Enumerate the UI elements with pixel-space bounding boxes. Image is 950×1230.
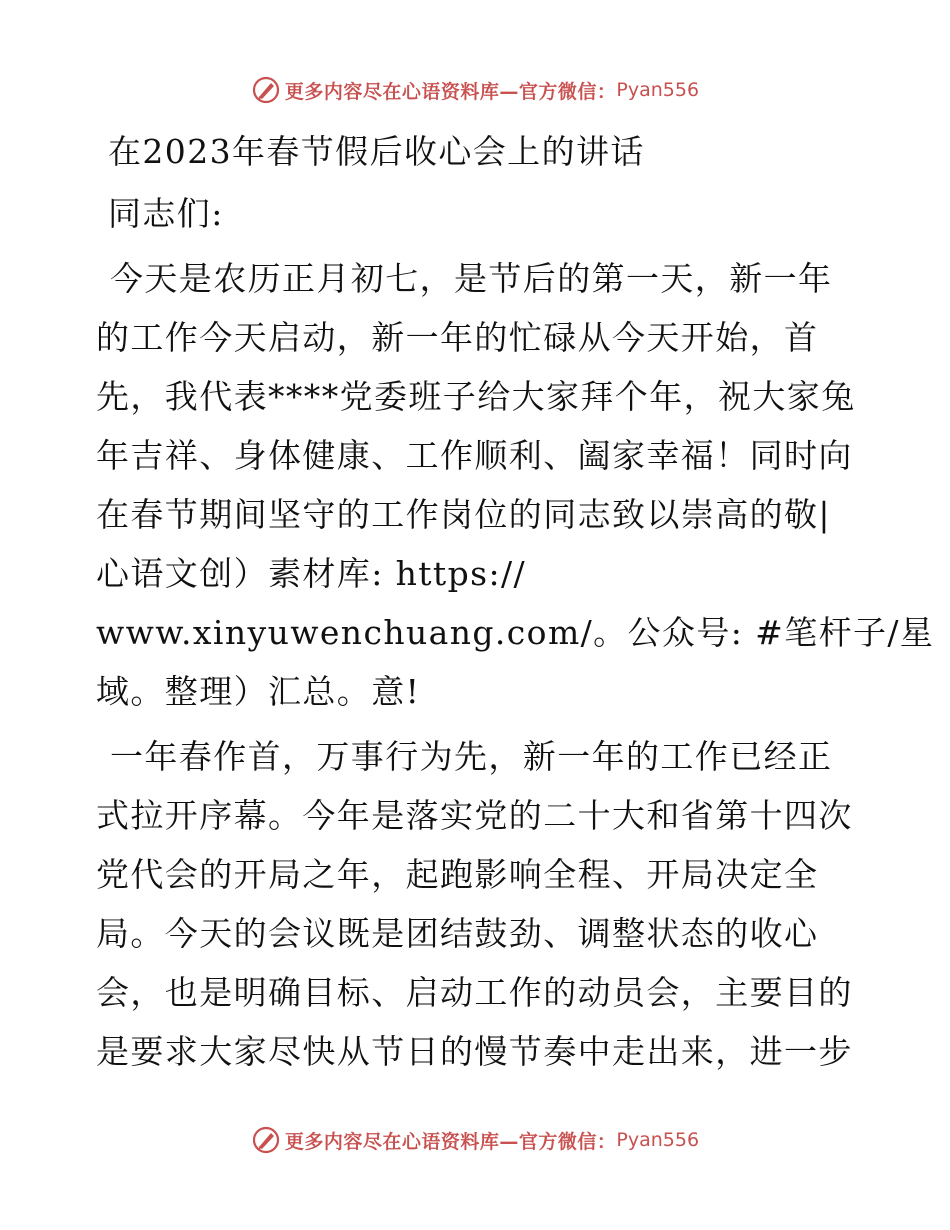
paragraph-line: 党代会的开局之年，起跑影响全程、开局决定全	[96, 855, 819, 894]
paragraph-2	[96, 727, 856, 1081]
quill-pen-logo-icon	[251, 1125, 281, 1155]
quill-pen-logo-icon	[251, 75, 281, 105]
wechat-id: Pyan556	[616, 79, 700, 101]
paragraph-line: 会，也是明确目标、启动工作的动员会，主要目的	[96, 973, 853, 1012]
header-watermark-banner	[0, 70, 950, 110]
document-body	[96, 122, 935, 1081]
wechat-id: Pyan556	[616, 1129, 700, 1151]
paragraph-line: 先，我代表****党委班子给大家拜个年，祝大家兔	[96, 377, 856, 416]
paragraph-line: 今天是农历正月初七，是节后的第一天，新一年	[110, 259, 833, 298]
banner-text: 更多内容尽在心语资料库—官方微信：	[284, 1130, 617, 1153]
document-title: 在2023年春节假后收心会上的讲话	[108, 132, 645, 171]
paragraph-line: 心语文创）素材库: https://	[96, 554, 526, 593]
banner-text: 更多内容尽在心语资料库—官方微信：	[284, 80, 617, 103]
paragraph-line: 局。今天的会议既是团结鼓劲、调整状态的收心	[96, 914, 819, 953]
paragraph-line: 一年春作首，万事行为先，新一年的工作已经正	[110, 737, 833, 776]
paragraph-line: 是要求大家尽快从节日的慢节奏中走出来，进一步	[96, 1032, 853, 1071]
footer-watermark-banner	[0, 1120, 950, 1160]
paragraph-line: 式拉开序幕。今年是落实党的二十大和省第十四次	[96, 796, 853, 835]
paragraph-line: www.xinyuwenchuang.com/。公众号: #笔杆子/星	[96, 613, 935, 652]
paragraph-line: 域。整理）汇总。意!	[96, 672, 421, 711]
salutation: 同志们:	[108, 194, 224, 233]
paragraph-line: 的工作今天启动，新一年的忙碌从今天开始，首	[96, 318, 819, 357]
paragraph-1	[96, 249, 935, 721]
paragraph-line: 在春节期间坚守的工作岗位的同志致以崇高的敬|	[96, 495, 831, 534]
paragraph-line: 年吉祥、身体健康、工作顺利、阖家幸福！同时向	[96, 436, 853, 475]
